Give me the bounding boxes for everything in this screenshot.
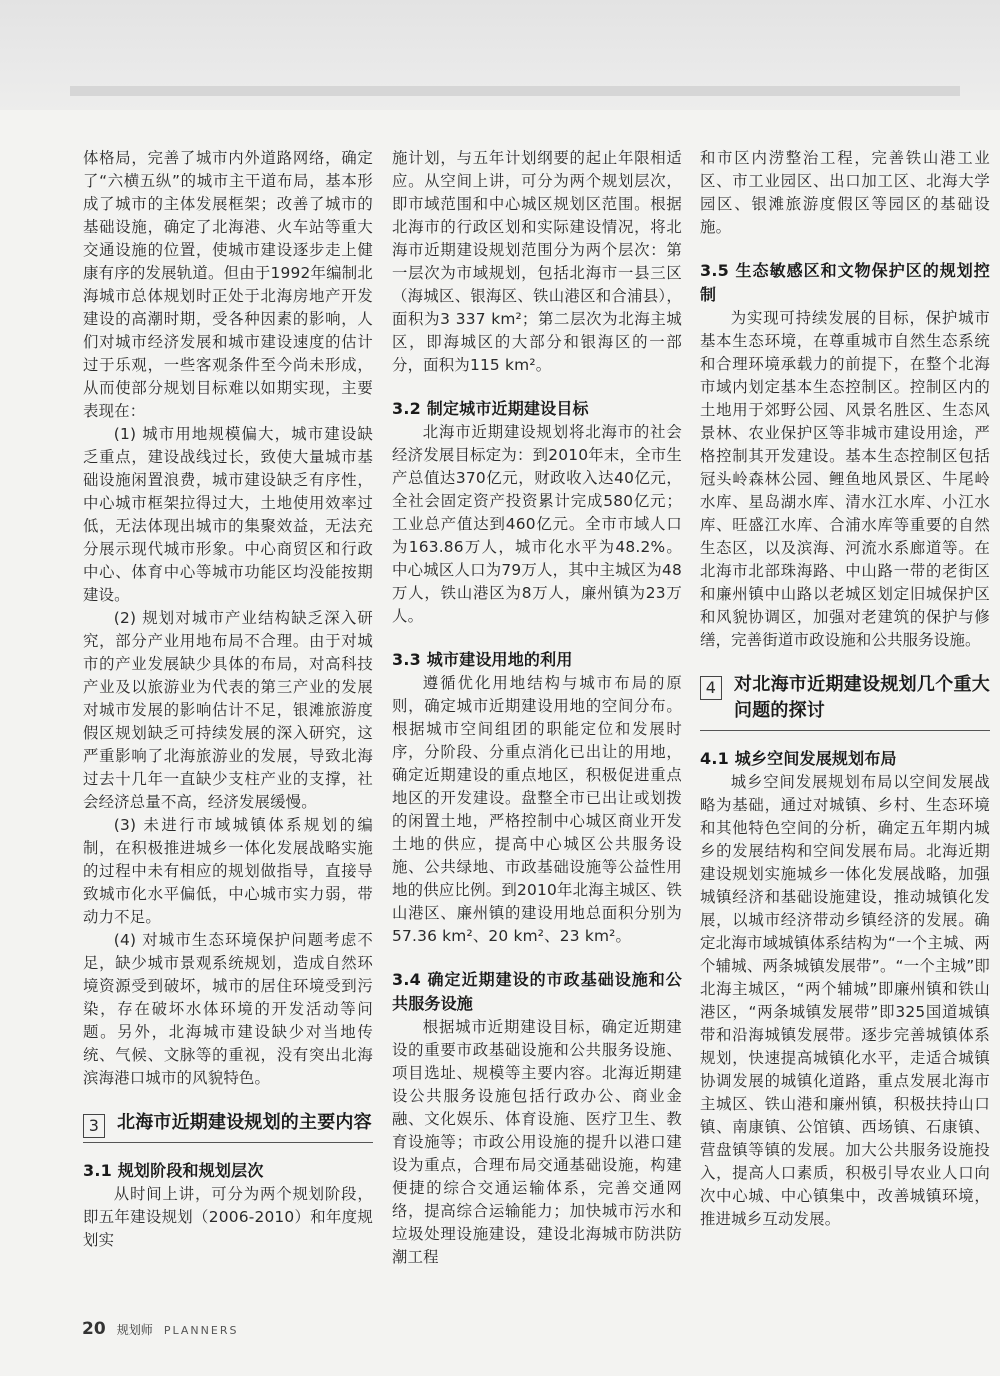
section-number: 3 (83, 1114, 105, 1138)
paragraph: (1) 城市用地规模偏大，城市建设缺乏重点，建设战线过长，致使大量城市基础设施闲置浪费，城市建设缺乏有序性，中心城市框架拉得过大，土地使用效率过低，无法体现出城市的集聚效益，无法充分展示现代城市形象。中心商贸区和行政中心、体育中心等城市功能区均没能按期建设。 (83, 425, 373, 604)
column-2 (392, 147, 682, 1269)
section-heading-4 (700, 672, 990, 731)
subsection-heading: 3.1 规划阶段和规划层次 (83, 1161, 264, 1180)
section-heading-3 (83, 1110, 373, 1143)
section-title: 北海市近期建设规划的主要内容 (117, 1112, 372, 1133)
paragraph: (4) 对城市生态环境保护问题考虑不足，缺少城市景观系统规划，造成自然环境资源受到破坏，城市的居住环境受到污染，存在破坏水体环境的开发活动等问题。另外，北海城市建设缺少对当地传统、气候、文脉等的重视，没有突出北海滨海港口城市的风貌特色。 (83, 931, 373, 1087)
paragraph: (3) 未进行市域城镇体系规划的编制，在积极推进城乡一体化发展战略实施的过程中未有相应的规划做指导，直接导致城市化水平偏低，中心城市实力弱，带动力不足。 (83, 816, 373, 926)
paragraph: 体格局，完善了城市内外道路网络，确定了“六横五纵”的城市主干道布局，基本形成了城市的主体发展框架；改善了城市的基础设施，确定了北海港、火车站等重大交通设施的位置，使城市建设逐步走上健康有序的发展轨道。但由于1992年编制北海城市总体规划时正处于北海房地产开发建设的高潮时期，受各种因素的影响，人们对城市经济发展和城市建设速度的估计过于乐观，一些客观条件至今尚未形成，从而使部分规划目标难以如期实现，主要表现在： (83, 149, 373, 420)
paragraph: 施计划，与五年计划纲要的起止年限相适应。从空间上讲，可分为两个规划层次，即市域范围和中心城区规划区范围。根据北海市的行政区划和实际建设情况，将北海市近期建设规划范围分为两个层次：第一层次为市域规划，包括北海市一县三区（海城区、银海区、铁山港区和合浦县），面积为3 337 km²；第二层次为北海主城区，即海城区的大部分和银海区的一部分，面积为115 km²。 (392, 149, 682, 374)
subsection-heading: 4.1 城乡空间发展规划布局 (700, 749, 897, 768)
paragraph: 根据城市近期建设目标，确定近期建设的重要市政基础设施和公共服务设施、项目选址、规模等主要内容。北海近期建设公共服务设施包括行政办公、商业金融、文化娱乐、体育设施、医疗卫生、教育设施等；市政公用设施的提升以港口建设为重点，合理布局交通基础设施，构建便捷的综合交通运输体系，完善交通网络，提高综合运输能力；加快城市污水和垃圾处理设施建设，建设北海城市防洪防潮工程 (392, 1018, 682, 1266)
column-3 (700, 147, 990, 1231)
page-number: 20 (82, 1319, 106, 1339)
subsection-heading: 3.4 确定近期建设的市政基础设施和公共服务设施 (392, 970, 682, 1013)
paragraph: 从时间上讲，可分为两个规划阶段，即五年建设规划（2006-2010）和年度规划实 (83, 1185, 373, 1249)
section-title: 对北海市近期建设规划几个重大问题的探讨 (734, 674, 990, 721)
header-rule (70, 86, 960, 96)
paragraph: 为实现可持续发展的目标，保护城市基本生态环境，在尊重城市自然生态系统和合理环境承载力的前提下，在整个北海市域内划定基本生态控制区。控制区内的土地用于郊野公园、风景名胜区、生态风景林、农业保护区等非城市建设用途，严格控制其开发建设。基本生态控制区包括冠头岭森林公园、鲤鱼地风景区、牛尾岭水库、星岛湖水库、清水江水库、小江水库、旺盛江水库、合浦水库等重要的自然生态区，以及滨海、河流水系廊道等。在北海市北部珠海路、中山路一带的老街区和廉州镇中山路以老城区划定旧城保护区和风貌协调区，加强对老建筑的保护与修缮，完善街道市政设施和公共服务设施。 (700, 309, 990, 649)
journal-name: 规划师 (116, 1323, 153, 1337)
section-number: 4 (700, 676, 722, 700)
subsection-heading: 3.2 制定城市近期建设目标 (392, 399, 589, 418)
subsection-heading: 3.5 生态敏感区和文物保护区的规划控制 (700, 261, 990, 304)
paragraph: 北海市近期建设规划将北海市的社会经济发展目标定为：到2010年末，全市生产总值达370亿元，财政收入达40亿元，全社会固定资产投资累计完成580亿元；工业总产值达到460亿元。全市市域人口为163.86万人，城市化水平为48.2%。中心城区人口为79万人，其中主城区为48万人，铁山港区为8万人，廉州镇为23万人。 (392, 423, 682, 625)
journal-name-en: PLANNERS (163, 1324, 239, 1337)
subsection-heading: 3.3 城市建设用地的利用 (392, 650, 573, 669)
paragraph: 遵循优化用地结构与城市布局的原则，确定城市近期建设用地的空间分布。根据城市空间组团的职能定位和发展时序，分阶段、分重点消化已出让的用地，确定近期建设的重点地区，积极促进重点地区的开发建设。盘整全市已出让或划拨的闲置土地，严格控制中心城区商业开发土地的供应，提高中心城区公共服务设施、公共绿地、市政基础设施等公益性用地的供应比例。到2010年北海主城区、铁山港区、廉州镇的建设用地总面积分别为57.36 km²、20 km²、23 km²。 (392, 674, 682, 945)
paragraph: (2) 规划对城市产业结构缺乏深入研究，部分产业用地布局不合理。由于对城市的产业发展缺少具体的布局，对高科技产业及以旅游业为代表的第三产业的发展对城市发展的影响估计不足，银滩旅游度假区规划缺乏可持续发展的深入研究，这严重影响了北海旅游业的发展，导致北海过去十几年一直缺少支柱产业的支撑，社会经济总量不高，经济发展缓慢。 (83, 609, 373, 811)
paragraph: 城乡空间发展规划布局以空间发展战略为基础，通过对城镇、乡村、生态环境和其他特色空间的分析，确定五年期内城乡的发展结构和空间发展布局。北海近期建设规划实施城乡一体化发展战略，加强城镇经济和基础设施建设，推动城镇化发展，以城市经济带动乡镇经济的发展。确定北海市域城镇体系结构为“一个主城、两个辅城、两条城镇发展带”。“一个主城”即北海主城区，“两个辅城”即廉州镇和铁山港区，“两条城镇发展带”即325国道城镇带和沿海城镇发展带。逐步完善城镇体系规划，快速提高城镇化水平，走适合城镇协调发展的城镇化道路，重点发展北海市主城区、铁山港和廉州镇，积极扶持山口镇、南康镇、公馆镇、西场镇、石康镇、营盘镇等镇的发展。加大公共服务设施投入，提高人口素质，积极引导农业人口向次中心城、中心镇集中，改善城镇环境，推进城乡互动发展。 (700, 773, 990, 1228)
paragraph: 和市区内涝整治工程，完善铁山港工业区、市工业园区、出口加工区、北海大学园区、银滩旅游度假区等园区的基础设施。 (700, 149, 990, 236)
column-1 (83, 147, 373, 1252)
page-footer (82, 1319, 238, 1339)
